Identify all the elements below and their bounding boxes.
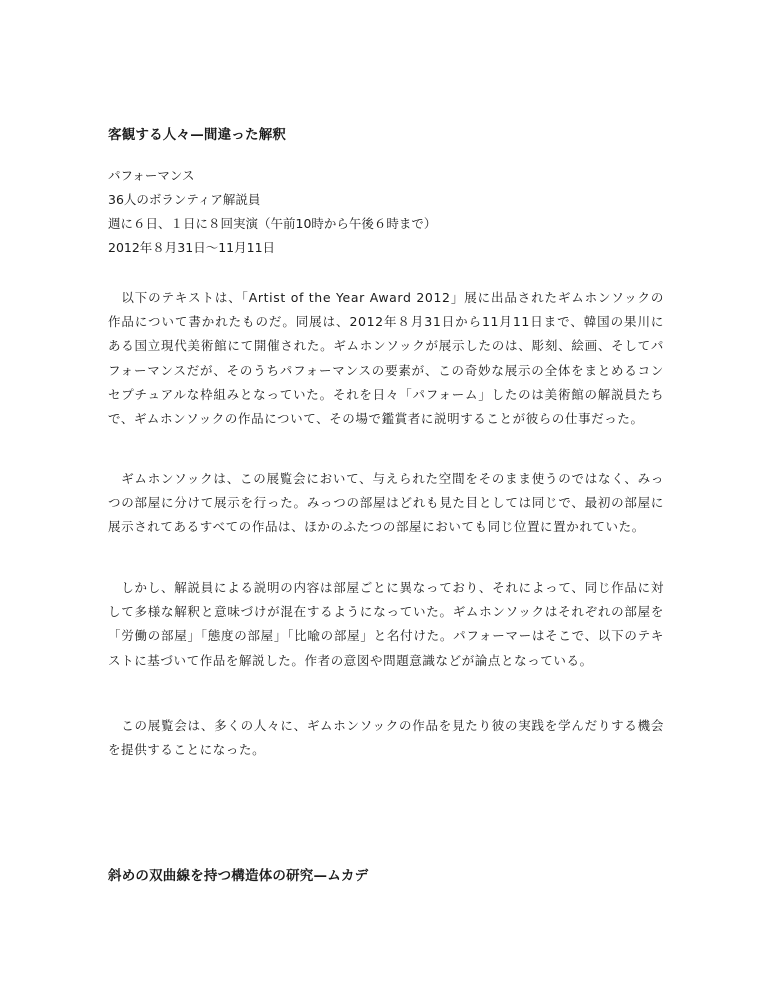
body-paragraph: この展覧会は、多くの人々に、ギムホンソックの作品を見たり彼の実践を学んだりする機会を提供することになった。: [108, 718, 664, 758]
work-schedule: 週に６日、１日に８回実演（午前10時から午後６時まで）: [108, 216, 437, 231]
next-section-title: 斜めの双曲線を持つ構造体の研究—ムカデ: [108, 868, 369, 884]
body-paragraph: しかし、解説員による説明の内容は部屋ごとに異なっており、それによって、同じ作品に対して多様な解釈と意味づけが混在するようになっていた。ギムホンソックはそれぞれの部屋を「労働の部屋」「態度の部屋」「比喩の部屋」と名付けた。パフォーマーはそこで、以下のテキストに基づいて作品を解説した。作者の意図や問題意識などが論点となっている。: [108, 580, 664, 668]
section-title: 客観する人々—間違った解釈: [108, 127, 287, 143]
work-medium: パフォーマンス: [108, 168, 195, 183]
work-performers: 36人のボランティア解説員: [108, 192, 261, 207]
work-details: [108, 164, 436, 260]
work-dates: 2012年８月31日〜11月11日: [108, 240, 276, 255]
body-paragraph: 以下のテキストは、「Artist of the Year Award 2012」展に出品されたギムホンソックの作品について書かれたものだ。同展は、2012年８月31日から11月11日まで、韓国の果川にある国立現代美術館にて開催された。ギムホンソックが展示したのは、彫刻、絵画、そしてパフォーマンスだが、そのうちパフォーマンスの要素が、この奇妙な展示の全体をまとめるコンセプチュアルな枠組みとなっていた。それを日々「パフォーム」したのは美術館の解説員たちで、ギムホンソックの作品について、その場で鑑賞者に説明することが彼らの仕事だった。: [108, 290, 664, 427]
body-paragraph: ギムホンソックは、この展覧会において、与えられた空間をそのまま使うのではなく、みっつの部屋に分けて展示を行った。みっつの部屋はどれも見た目としては同じで、最初の部屋に展示されてあるすべての作品は、ほかのふたつの部屋においても同じ位置に置かれていた。: [108, 471, 664, 535]
